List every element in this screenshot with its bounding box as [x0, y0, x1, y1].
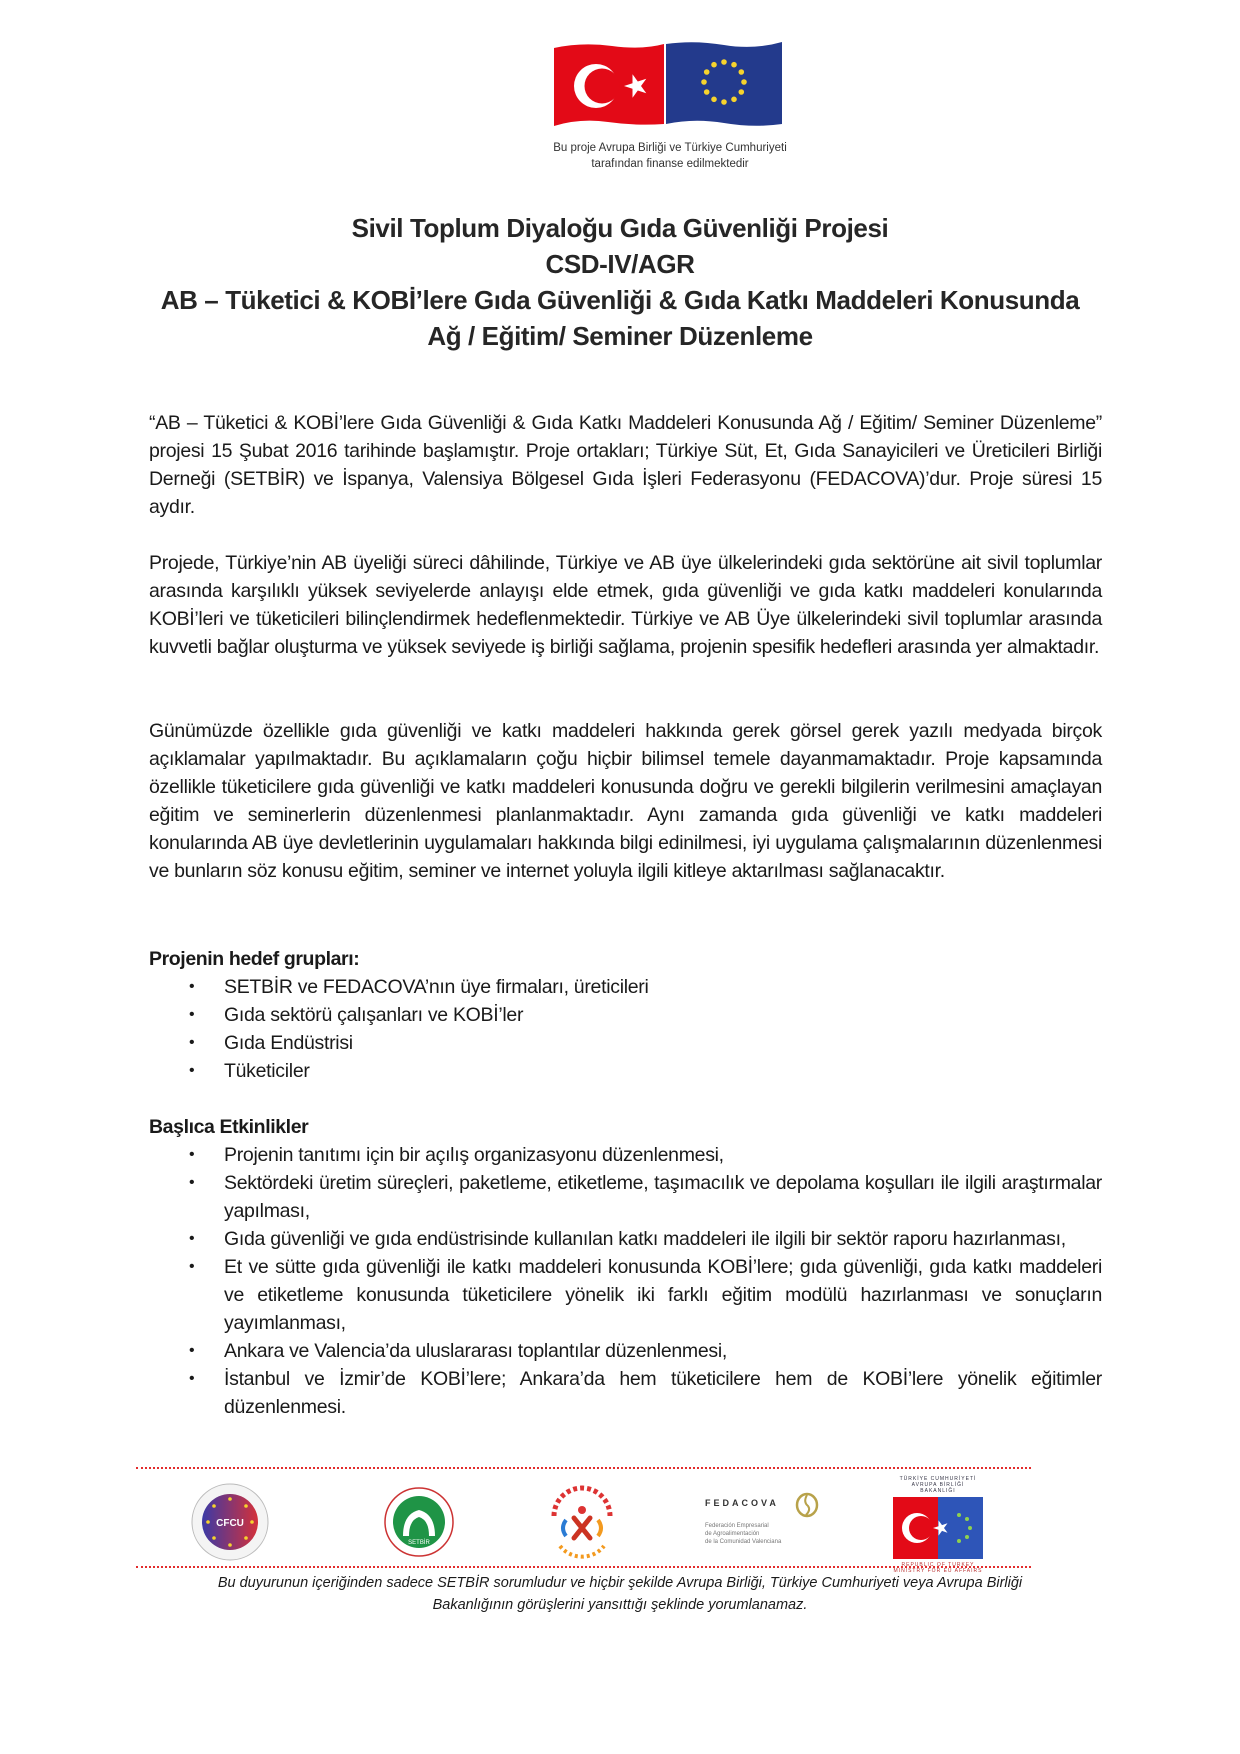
eu-affairs-ministry-logo: [893, 1476, 983, 1574]
fedacova-logo: [705, 1492, 820, 1552]
fedacova-subtitle: Federación Empresarial de Agroalimentación de la Comunidad Valenciana: [705, 1523, 782, 1545]
title-code: CSD-IV/AGR: [545, 249, 695, 279]
turkey-eu-flag-icon: [893, 1497, 983, 1559]
paragraph-text: Projede, Türkiye’nin AB üyeliği süreci dâhilinde, Türkiye ve AB üye ülkelerindeki gıda sektörüne ait sivil toplumlar arasında karşılıklı yüksek seviyelerde anlayışı elde etmek, gıda güvenliği ve gıda katkı maddeleri konularında KOBİ’leri ve tüketicileri bilinçlendirmek hedeflenmektedir. Türkiye ve AB Üye ülkelerindeki sivil toplumlar arasında kuvvetli bağlar oluşturma ve yüksek seviyede iş birliği sağlama, projenin spesifik hedefleri arasında yer almaktadır.: [149, 552, 1102, 658]
target-groups-list: [149, 973, 1102, 1085]
funding-caption-line2: tarafından finanse edilmektedir: [591, 158, 749, 170]
list-item: • Gıda Endüstrisi: [149, 1029, 1102, 1057]
paragraph-text: Günümüzde özellikle gıda güvenliği ve katkı maddeleri hakkında gerek görsel gerek yazılı medyada birçok açıklamalar yapılmaktadır. Bu açıklamaların çoğu hiçbir bilimsel temele dayanmamaktadır. Proje kapsamında özellikle tüketicilere gıda güvenliği ve katkı maddeleri konusunda doğru ve gerekli bilgilerin verilmesini amaçlayan eğitim ve seminerlerin düzenlenmesi planlanmaktadır. Aynı zamanda gıda güvenliği ve katkı maddeleri konularında AB üye devletlerinin uygulamaları hakkında bilgi edinilmesi, iyi uygulama çalışmalarının düzenlenmesi ve bunların söz konusu eğitim, seminer ve internet yoluyla ilgili kitleye aktarılması sağlanacaktır.: [149, 720, 1102, 882]
title-project-name: Sivil Toplum Diyaloğu Gıda Güvenliği Projesi: [351, 213, 889, 243]
activities-heading: Başlıca Etkinlikler: [149, 1116, 309, 1138]
disclaimer-line1: Bu duyurunun içeriğinden sadece SETBİR sorumludur ve hiçbir şekilde Avrupa Birliği, Türkiye Cumhuriyeti veya Avrupa Birliği: [217, 1575, 1023, 1591]
ministry-title-tr: TÜRKİYE CUMHURİYETİ AVRUPA BİRLİĞİ BAKANLIĞI: [899, 1476, 977, 1494]
list-item: • SETBİR ve FEDACOVA’nın üye firmaları, üreticileri: [149, 973, 1102, 1001]
partner-logos: [0, 1470, 1240, 1574]
list-item: • Projenin tanıtımı için bir açılış organizasyonu düzenlenmesi,: [149, 1141, 1102, 1169]
list-item: • İstanbul ve İzmir’de KOBİ’lere; Ankara’da hem tüketicilere hem de KOBİ’lere yönelik eğitimler düzenlenmesi.: [149, 1365, 1102, 1421]
list-item: • Gıda güvenliği ve gıda endüstrisinde kullanılan katkı maddeleri ile ilgili bir sektör raporu hazırlanması,: [149, 1225, 1102, 1253]
title-subject: AB – Tüketici & KOBİ’lere Gıda Güvenliği & Gıda Katkı Maddeleri Konusunda: [160, 285, 1080, 315]
bullet-icon: •: [189, 1370, 195, 1387]
sivil-toplum-diyalogu-logo-icon: [540, 1480, 624, 1564]
bullet-icon: •: [189, 1258, 195, 1275]
target-groups-heading: Projenin hedef grupları:: [149, 948, 360, 970]
bullet-icon: •: [189, 1230, 195, 1247]
setbir-logo-icon: [383, 1486, 455, 1558]
objectives-paragraph: [149, 549, 1102, 661]
footer-bottom-divider: [136, 1566, 1031, 1568]
title-subject-cont: Ağ / Eğitim/ Seminer Düzenleme: [427, 321, 813, 351]
context-paragraph: [149, 717, 1102, 885]
bullet-icon: •: [189, 1342, 195, 1359]
activities-list: [149, 1141, 1102, 1421]
paragraph-text: “AB – Tüketici & KOBİ’lere Gıda Güvenliği & Gıda Katkı Maddeleri Konusunda Ağ / Eğitim/ Seminer Düzenleme” projesi 15 Şubat 2016 tarihinde başlamıştır. Proje ortakları; Türkiye Süt, Et, Gıda Sanayicileri ve Üreticileri Birliği Derneği (SETBİR) ve İspanya, Valensiya Bölgesel Gıda İşleri Federasyonu (FEDACOVA)’dur. Proje süresi 15 aydır.: [149, 412, 1102, 518]
funding-caption-line1: Bu proje Avrupa Birliği ve Türkiye Cumhuriyeti: [553, 142, 787, 154]
list-item: • Gıda sektörü çalışanları ve KOBİ’ler: [149, 1001, 1102, 1029]
cfcu-logo-icon: [190, 1482, 270, 1562]
list-item: • Tüketiciler: [149, 1057, 1102, 1085]
bullet-icon: •: [189, 1062, 195, 1079]
disclaimer: [130, 1572, 1110, 1616]
bullet-icon: •: [189, 1034, 195, 1051]
intro-paragraph: [149, 409, 1102, 521]
ministry-title-en: REPUBLIC OF TURKEY MINISTRY FOR EU AFFAIRS: [893, 1562, 983, 1574]
svg-text:CFCU: CFCU: [216, 1518, 244, 1529]
fedacova-emblem-icon: [795, 1492, 819, 1518]
turkey-eu-flags-logo: [552, 40, 782, 132]
bullet-icon: •: [189, 1006, 195, 1023]
list-item: • Sektördeki üretim süreçleri, paketleme, etiketleme, taşımacılık ve depolama koşulları ile ilgili araştırmalar yapılması,: [149, 1169, 1102, 1225]
footer-top-divider: [136, 1467, 1031, 1469]
list-item: • Ankara ve Valencia’da uluslararası toplantılar düzenlenmesi,: [149, 1337, 1102, 1365]
bullet-icon: •: [189, 978, 195, 995]
list-item: • Et ve sütte gıda güvenliği ile katkı maddeleri konusunda KOBİ’lere; gıda güvenliği, gıda katkı maddeleri ve etiketleme konusunda tüketicilere yönelik iki farklı eğitim modülü hazırlanması ve sonuçların yayımlanması,: [149, 1253, 1102, 1337]
eu-flag-icon: [666, 40, 782, 130]
turkey-flag-icon: [552, 40, 666, 130]
bullet-icon: •: [189, 1174, 195, 1191]
funding-caption: [480, 140, 860, 172]
fedacova-wordmark: FEDACOVA: [705, 1498, 779, 1508]
disclaimer-line2: Bakanlığının görüşlerini yansıttığı şeklinde yorumlanamaz.: [432, 1597, 808, 1613]
document-title: [120, 210, 1120, 354]
bullet-icon: •: [189, 1146, 195, 1163]
svg-text:SETBİR: SETBİR: [408, 1540, 430, 1546]
